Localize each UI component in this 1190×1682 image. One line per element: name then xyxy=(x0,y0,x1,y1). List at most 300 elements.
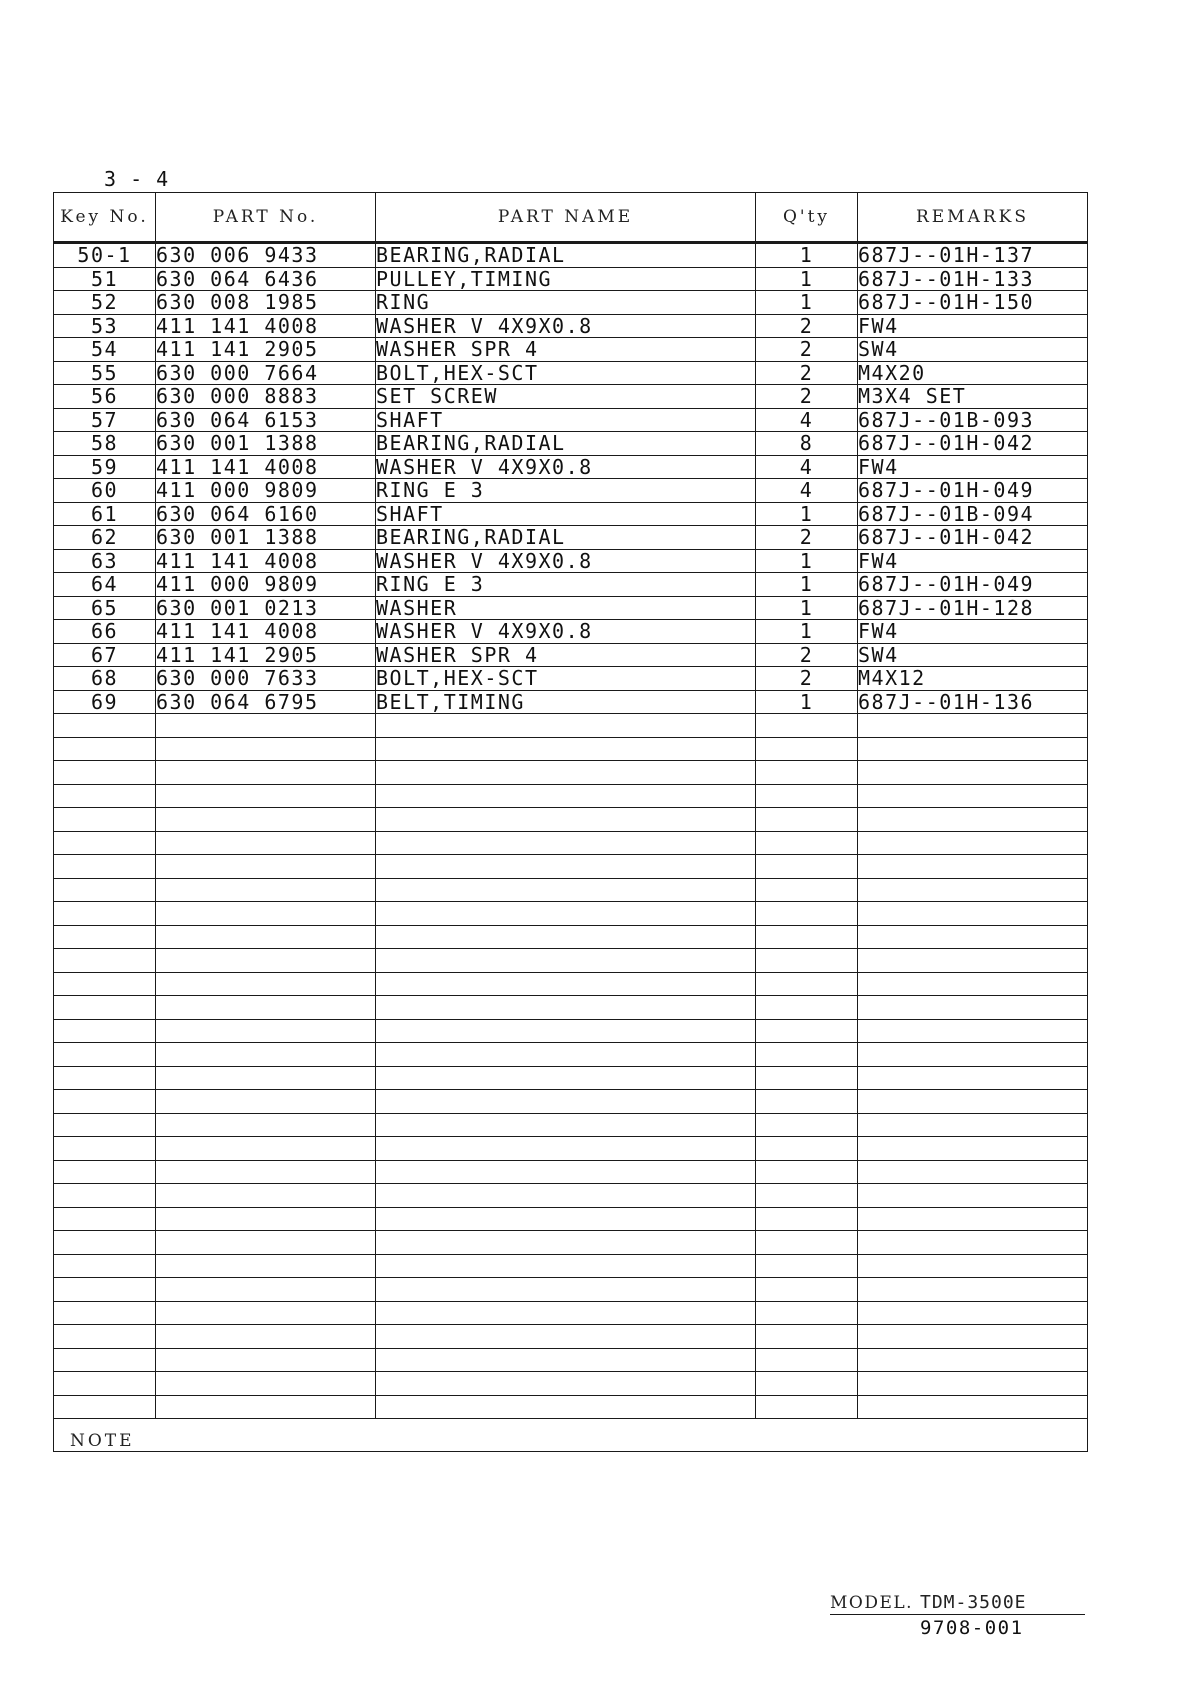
part-name-cell xyxy=(376,714,756,738)
qty-cell: 1 xyxy=(756,573,858,597)
part-name-cell: WASHER V 4X9X0.8 xyxy=(376,620,756,644)
qty-cell xyxy=(756,1113,858,1137)
qty-cell xyxy=(756,831,858,855)
table-row xyxy=(54,408,1088,432)
part-no-cell xyxy=(156,1184,376,1208)
part-no-cell xyxy=(156,714,376,738)
qty-cell xyxy=(756,784,858,808)
table-row xyxy=(54,549,1088,573)
part-name-cell xyxy=(376,831,756,855)
empty-table-row xyxy=(54,878,1088,902)
part-no-cell: 630 000 8883 xyxy=(156,385,376,409)
table-row xyxy=(54,573,1088,597)
empty-table-row xyxy=(54,1348,1088,1372)
qty-cell: 1 xyxy=(756,596,858,620)
qty-cell: 1 xyxy=(756,243,858,268)
key-no-cell: 55 xyxy=(54,361,156,385)
part-no-cell: 411 141 4008 xyxy=(156,549,376,573)
key-no-cell xyxy=(54,714,156,738)
qty-cell xyxy=(756,1325,858,1349)
part-name-cell: WASHER V 4X9X0.8 xyxy=(376,549,756,573)
part-name-cell xyxy=(376,1113,756,1137)
part-name-cell xyxy=(376,878,756,902)
qty-cell xyxy=(756,1184,858,1208)
key-no-cell: 60 xyxy=(54,479,156,503)
remarks-cell: 687J--01H-049 xyxy=(858,479,1088,503)
key-no-cell: 66 xyxy=(54,620,156,644)
part-name-cell xyxy=(376,737,756,761)
part-no-cell: 630 064 6795 xyxy=(156,690,376,714)
table-row xyxy=(54,667,1088,691)
remarks-cell xyxy=(858,1090,1088,1114)
table-row xyxy=(54,267,1088,291)
table-header-row xyxy=(54,193,1088,243)
part-no-cell xyxy=(156,1019,376,1043)
table-row xyxy=(54,455,1088,479)
empty-table-row xyxy=(54,784,1088,808)
part-name-cell: RING E 3 xyxy=(376,479,756,503)
part-name-cell xyxy=(376,1348,756,1372)
empty-table-row xyxy=(54,902,1088,926)
key-no-cell xyxy=(54,1231,156,1255)
key-no-cell xyxy=(54,1184,156,1208)
part-no-cell: 630 000 7664 xyxy=(156,361,376,385)
part-no-cell xyxy=(156,996,376,1020)
empty-table-row xyxy=(54,1019,1088,1043)
part-no-cell: 411 141 2905 xyxy=(156,338,376,362)
empty-table-row xyxy=(54,808,1088,832)
key-no-cell: 58 xyxy=(54,432,156,456)
part-name-cell xyxy=(376,1278,756,1302)
remarks-cell: 687J--01H-137 xyxy=(858,243,1088,268)
part-name-cell xyxy=(376,1043,756,1067)
part-name-cell xyxy=(376,1184,756,1208)
remarks-cell xyxy=(858,1066,1088,1090)
model-line xyxy=(830,1592,1085,1615)
key-no-cell xyxy=(54,1278,156,1302)
qty-cell xyxy=(756,714,858,738)
part-name-cell: PULLEY,TIMING xyxy=(376,267,756,291)
part-no-cell xyxy=(156,1160,376,1184)
key-no-cell: 69 xyxy=(54,690,156,714)
empty-table-row xyxy=(54,972,1088,996)
key-no-cell xyxy=(54,784,156,808)
qty-cell: 4 xyxy=(756,408,858,432)
part-no-cell xyxy=(156,1090,376,1114)
empty-table-row xyxy=(54,1395,1088,1419)
empty-table-row xyxy=(54,1113,1088,1137)
key-no-cell xyxy=(54,1254,156,1278)
remarks-cell: FW4 xyxy=(858,549,1088,573)
qty-cell xyxy=(756,949,858,973)
table-row xyxy=(54,385,1088,409)
part-name-cell: RING E 3 xyxy=(376,573,756,597)
part-no-cell: 630 001 0213 xyxy=(156,596,376,620)
qty-cell: 4 xyxy=(756,479,858,503)
table-row xyxy=(54,526,1088,550)
table-row xyxy=(54,690,1088,714)
remarks-cell: FW4 xyxy=(858,455,1088,479)
table-row xyxy=(54,479,1088,503)
header-qty: Q'ty xyxy=(756,193,858,243)
table-row xyxy=(54,338,1088,362)
parts-table xyxy=(53,192,1088,1452)
part-no-cell: 411 000 9809 xyxy=(156,479,376,503)
remarks-cell xyxy=(858,949,1088,973)
key-no-cell xyxy=(54,1348,156,1372)
key-no-cell: 64 xyxy=(54,573,156,597)
key-no-cell xyxy=(54,808,156,832)
key-no-cell xyxy=(54,1207,156,1231)
part-name-cell: SET SCREW xyxy=(376,385,756,409)
key-no-cell: 62 xyxy=(54,526,156,550)
remarks-cell xyxy=(858,996,1088,1020)
qty-cell xyxy=(756,972,858,996)
key-no-cell: 53 xyxy=(54,314,156,338)
remarks-cell: 687J--01H-133 xyxy=(858,267,1088,291)
table-row xyxy=(54,314,1088,338)
part-no-cell xyxy=(156,1325,376,1349)
key-no-cell xyxy=(54,925,156,949)
key-no-cell: 61 xyxy=(54,502,156,526)
empty-table-row xyxy=(54,1278,1088,1302)
key-no-cell xyxy=(54,831,156,855)
empty-table-row xyxy=(54,1325,1088,1349)
empty-table-row xyxy=(54,1372,1088,1396)
part-name-cell xyxy=(376,1090,756,1114)
qty-cell xyxy=(756,1019,858,1043)
empty-table-row xyxy=(54,855,1088,879)
remarks-cell: SW4 xyxy=(858,338,1088,362)
remarks-cell xyxy=(858,784,1088,808)
qty-cell: 1 xyxy=(756,291,858,315)
qty-cell: 2 xyxy=(756,643,858,667)
remarks-cell xyxy=(858,902,1088,926)
part-no-cell xyxy=(156,761,376,785)
qty-cell: 1 xyxy=(756,549,858,573)
part-no-cell: 630 006 9433 xyxy=(156,243,376,268)
remarks-cell xyxy=(858,972,1088,996)
key-no-cell xyxy=(54,1113,156,1137)
empty-table-row xyxy=(54,761,1088,785)
part-no-cell xyxy=(156,925,376,949)
part-no-cell xyxy=(156,784,376,808)
qty-cell: 4 xyxy=(756,455,858,479)
part-no-cell xyxy=(156,1113,376,1137)
key-no-cell xyxy=(54,1066,156,1090)
remarks-cell: SW4 xyxy=(858,643,1088,667)
key-no-cell: 67 xyxy=(54,643,156,667)
qty-cell: 2 xyxy=(756,385,858,409)
remarks-cell xyxy=(858,1231,1088,1255)
qty-cell xyxy=(756,1066,858,1090)
part-no-cell: 630 001 1388 xyxy=(156,432,376,456)
part-name-cell xyxy=(376,1395,756,1419)
qty-cell: 1 xyxy=(756,502,858,526)
remarks-cell xyxy=(858,1207,1088,1231)
note-label: NOTE xyxy=(70,1431,135,1451)
parts-table-body xyxy=(54,243,1088,1419)
part-no-cell xyxy=(156,1207,376,1231)
empty-table-row xyxy=(54,1137,1088,1161)
qty-cell xyxy=(756,1278,858,1302)
part-no-cell xyxy=(156,1137,376,1161)
part-name-cell: WASHER SPR 4 xyxy=(376,643,756,667)
key-no-cell xyxy=(54,949,156,973)
part-name-cell: WASHER SPR 4 xyxy=(376,338,756,362)
remarks-cell: FW4 xyxy=(858,620,1088,644)
key-no-cell: 68 xyxy=(54,667,156,691)
remarks-cell: FW4 xyxy=(858,314,1088,338)
part-no-cell xyxy=(156,1348,376,1372)
empty-table-row xyxy=(54,996,1088,1020)
part-name-cell xyxy=(376,925,756,949)
part-name-cell xyxy=(376,949,756,973)
remarks-cell: 687J--01H-042 xyxy=(858,432,1088,456)
qty-cell: 1 xyxy=(756,620,858,644)
part-no-cell xyxy=(156,1301,376,1325)
qty-cell xyxy=(756,878,858,902)
part-no-cell: 411 141 4008 xyxy=(156,620,376,644)
part-name-cell xyxy=(376,1019,756,1043)
remarks-cell xyxy=(858,761,1088,785)
remarks-cell: 687J--01H-042 xyxy=(858,526,1088,550)
key-no-cell xyxy=(54,1090,156,1114)
part-name-cell xyxy=(376,1254,756,1278)
key-no-cell xyxy=(54,855,156,879)
remarks-cell: M3X4 SET xyxy=(858,385,1088,409)
part-name-cell: BEARING,RADIAL xyxy=(376,526,756,550)
remarks-cell xyxy=(858,1372,1088,1396)
part-name-cell xyxy=(376,1372,756,1396)
remarks-cell xyxy=(858,831,1088,855)
qty-cell xyxy=(756,1207,858,1231)
key-no-cell: 57 xyxy=(54,408,156,432)
remarks-cell xyxy=(858,1301,1088,1325)
remarks-cell xyxy=(858,855,1088,879)
empty-table-row xyxy=(54,1043,1088,1067)
part-no-cell xyxy=(156,1254,376,1278)
key-no-cell: 56 xyxy=(54,385,156,409)
qty-cell xyxy=(756,1160,858,1184)
header-key-no: Key No. xyxy=(54,193,156,243)
qty-cell xyxy=(756,1254,858,1278)
part-no-cell: 411 141 2905 xyxy=(156,643,376,667)
qty-cell xyxy=(756,808,858,832)
remarks-cell xyxy=(858,1348,1088,1372)
part-no-cell: 411 141 4008 xyxy=(156,314,376,338)
empty-table-row xyxy=(54,1231,1088,1255)
empty-table-row xyxy=(54,1160,1088,1184)
qty-cell xyxy=(756,1395,858,1419)
remarks-cell: 687J--01H-136 xyxy=(858,690,1088,714)
key-no-cell: 54 xyxy=(54,338,156,362)
qty-cell xyxy=(756,1301,858,1325)
part-no-cell xyxy=(156,1395,376,1419)
key-no-cell xyxy=(54,1137,156,1161)
key-no-cell xyxy=(54,996,156,1020)
empty-table-row xyxy=(54,714,1088,738)
remarks-cell: M4X12 xyxy=(858,667,1088,691)
header-remarks: REMARKS xyxy=(858,193,1088,243)
table-row xyxy=(54,432,1088,456)
part-name-cell xyxy=(376,784,756,808)
part-no-cell: 630 064 6153 xyxy=(156,408,376,432)
table-row xyxy=(54,643,1088,667)
key-no-cell xyxy=(54,1325,156,1349)
qty-cell xyxy=(756,902,858,926)
key-no-cell xyxy=(54,1043,156,1067)
model-value: TDM-3500E xyxy=(919,1592,1027,1613)
note-box xyxy=(54,1419,1088,1452)
remarks-cell xyxy=(858,714,1088,738)
key-no-cell: 59 xyxy=(54,455,156,479)
key-no-cell: 52 xyxy=(54,291,156,315)
table-row xyxy=(54,361,1088,385)
part-name-cell xyxy=(376,1325,756,1349)
empty-table-row xyxy=(54,831,1088,855)
part-name-cell: RING xyxy=(376,291,756,315)
part-no-cell xyxy=(156,737,376,761)
part-name-cell: WASHER xyxy=(376,596,756,620)
empty-table-row xyxy=(54,1066,1088,1090)
qty-cell xyxy=(756,1137,858,1161)
remarks-cell: 687J--01H-049 xyxy=(858,573,1088,597)
model-label: MODEL. xyxy=(830,1593,914,1613)
remarks-cell: 687J--01H-150 xyxy=(858,291,1088,315)
table-row xyxy=(54,291,1088,315)
key-no-cell xyxy=(54,1160,156,1184)
remarks-cell xyxy=(858,1395,1088,1419)
page-label: 3 - 4 xyxy=(104,167,170,191)
empty-table-row xyxy=(54,737,1088,761)
qty-cell: 2 xyxy=(756,667,858,691)
qty-cell xyxy=(756,737,858,761)
qty-cell xyxy=(756,1348,858,1372)
part-name-cell: BOLT,HEX-SCT xyxy=(376,667,756,691)
part-name-cell xyxy=(376,1066,756,1090)
part-name-cell xyxy=(376,855,756,879)
key-no-cell: 50-1 xyxy=(54,243,156,268)
key-no-cell xyxy=(54,1395,156,1419)
remarks-cell xyxy=(858,1019,1088,1043)
qty-cell xyxy=(756,855,858,879)
remarks-cell: M4X20 xyxy=(858,361,1088,385)
part-name-cell xyxy=(376,1207,756,1231)
qty-cell xyxy=(756,1231,858,1255)
part-name-cell xyxy=(376,1160,756,1184)
part-no-cell: 411 000 9809 xyxy=(156,573,376,597)
empty-table-row xyxy=(54,1090,1088,1114)
header-part-name: PART NAME xyxy=(376,193,756,243)
part-no-cell: 630 064 6436 xyxy=(156,267,376,291)
qty-cell: 2 xyxy=(756,338,858,362)
part-name-cell: BEARING,RADIAL xyxy=(376,243,756,268)
part-name-cell: WASHER V 4X9X0.8 xyxy=(376,455,756,479)
remarks-cell xyxy=(858,925,1088,949)
empty-table-row xyxy=(54,1207,1088,1231)
part-name-cell xyxy=(376,1137,756,1161)
qty-cell xyxy=(756,925,858,949)
part-no-cell: 630 000 7633 xyxy=(156,667,376,691)
qty-cell: 2 xyxy=(756,526,858,550)
part-name-cell: SHAFT xyxy=(376,408,756,432)
note-row xyxy=(54,1419,1088,1452)
qty-cell xyxy=(756,996,858,1020)
key-no-cell xyxy=(54,737,156,761)
part-name-cell xyxy=(376,902,756,926)
key-no-cell xyxy=(54,1019,156,1043)
part-name-cell xyxy=(376,996,756,1020)
part-no-cell xyxy=(156,902,376,926)
key-no-cell: 65 xyxy=(54,596,156,620)
remarks-cell xyxy=(858,737,1088,761)
remarks-cell xyxy=(858,1137,1088,1161)
part-name-cell xyxy=(376,808,756,832)
empty-table-row xyxy=(54,1184,1088,1208)
remarks-cell xyxy=(858,1278,1088,1302)
part-name-cell: SHAFT xyxy=(376,502,756,526)
key-no-cell xyxy=(54,761,156,785)
remarks-cell xyxy=(858,1113,1088,1137)
part-name-cell: WASHER V 4X9X0.8 xyxy=(376,314,756,338)
qty-cell: 1 xyxy=(756,267,858,291)
empty-table-row xyxy=(54,1301,1088,1325)
part-no-cell: 630 001 1388 xyxy=(156,526,376,550)
key-no-cell xyxy=(54,878,156,902)
key-no-cell xyxy=(54,902,156,926)
key-no-cell: 63 xyxy=(54,549,156,573)
part-name-cell xyxy=(376,1301,756,1325)
remarks-cell xyxy=(858,1325,1088,1349)
part-name-cell xyxy=(376,972,756,996)
qty-cell xyxy=(756,1090,858,1114)
part-no-cell xyxy=(156,1043,376,1067)
part-no-cell xyxy=(156,972,376,996)
remarks-cell xyxy=(858,1043,1088,1067)
key-no-cell xyxy=(54,1301,156,1325)
part-no-cell xyxy=(156,855,376,879)
qty-cell: 8 xyxy=(756,432,858,456)
part-no-cell xyxy=(156,1066,376,1090)
part-no-cell xyxy=(156,1278,376,1302)
qty-cell xyxy=(756,1372,858,1396)
part-no-cell: 411 141 4008 xyxy=(156,455,376,479)
part-name-cell: BOLT,HEX-SCT xyxy=(376,361,756,385)
qty-cell xyxy=(756,761,858,785)
part-name-cell: BELT,TIMING xyxy=(376,690,756,714)
remarks-cell xyxy=(858,878,1088,902)
table-row xyxy=(54,620,1088,644)
key-no-cell: 51 xyxy=(54,267,156,291)
part-no-cell xyxy=(156,949,376,973)
remarks-cell: 687J--01B-094 xyxy=(858,502,1088,526)
remarks-cell: 687J--01B-093 xyxy=(858,408,1088,432)
part-no-cell xyxy=(156,1231,376,1255)
part-no-cell: 630 008 1985 xyxy=(156,291,376,315)
empty-table-row xyxy=(54,949,1088,973)
qty-cell xyxy=(756,1043,858,1067)
part-no-cell xyxy=(156,831,376,855)
remarks-cell xyxy=(858,1160,1088,1184)
key-no-cell xyxy=(54,972,156,996)
part-no-cell xyxy=(156,878,376,902)
qty-cell: 1 xyxy=(756,690,858,714)
remarks-cell xyxy=(858,1254,1088,1278)
key-no-cell xyxy=(54,1372,156,1396)
part-no-cell xyxy=(156,1372,376,1396)
remarks-cell xyxy=(858,1184,1088,1208)
